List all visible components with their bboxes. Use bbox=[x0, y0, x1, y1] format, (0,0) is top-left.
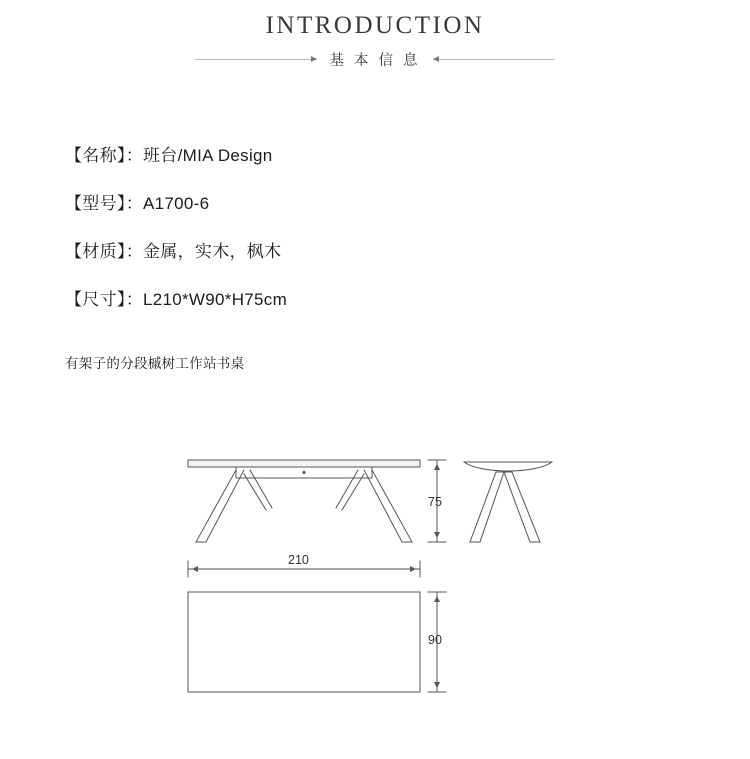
page-title: INTRODUCTION bbox=[265, 12, 485, 39]
product-description: 有架子的分段槭树工作站书桌 bbox=[65, 356, 245, 371]
dimension-length-label: 210 bbox=[288, 553, 309, 567]
page-subtitle: 基 本 信 息 bbox=[329, 53, 421, 69]
spec-row-size bbox=[65, 276, 750, 324]
technical-drawing-area bbox=[0, 430, 750, 720]
spec-list bbox=[0, 132, 750, 324]
spec-row-model bbox=[65, 180, 750, 228]
spec-value-material: 金属，实木，枫木 bbox=[143, 242, 282, 261]
spec-label-material: 【材质】： bbox=[65, 242, 143, 261]
left-arrow-rule-icon bbox=[195, 59, 317, 60]
spec-label-size: 【尺寸】： bbox=[65, 290, 143, 309]
spec-row-name bbox=[65, 132, 750, 180]
spec-row-material bbox=[65, 228, 750, 276]
spec-value-name: 班台/MIA Design bbox=[143, 146, 273, 165]
right-arrow-rule-icon bbox=[433, 59, 555, 60]
page-header bbox=[0, 0, 750, 70]
spec-value-model: A1700-6 bbox=[143, 194, 210, 213]
spec-label-name: 【名称】： bbox=[65, 146, 143, 165]
spec-value-size: L210*W90*H75cm bbox=[143, 290, 288, 309]
dimension-width-label: 90 bbox=[428, 633, 442, 647]
drawing-svg bbox=[0, 430, 750, 720]
subtitle-row bbox=[0, 49, 750, 70]
dimension-height-label: 75 bbox=[428, 495, 442, 509]
spec-label-model: 【型号】： bbox=[65, 194, 143, 213]
